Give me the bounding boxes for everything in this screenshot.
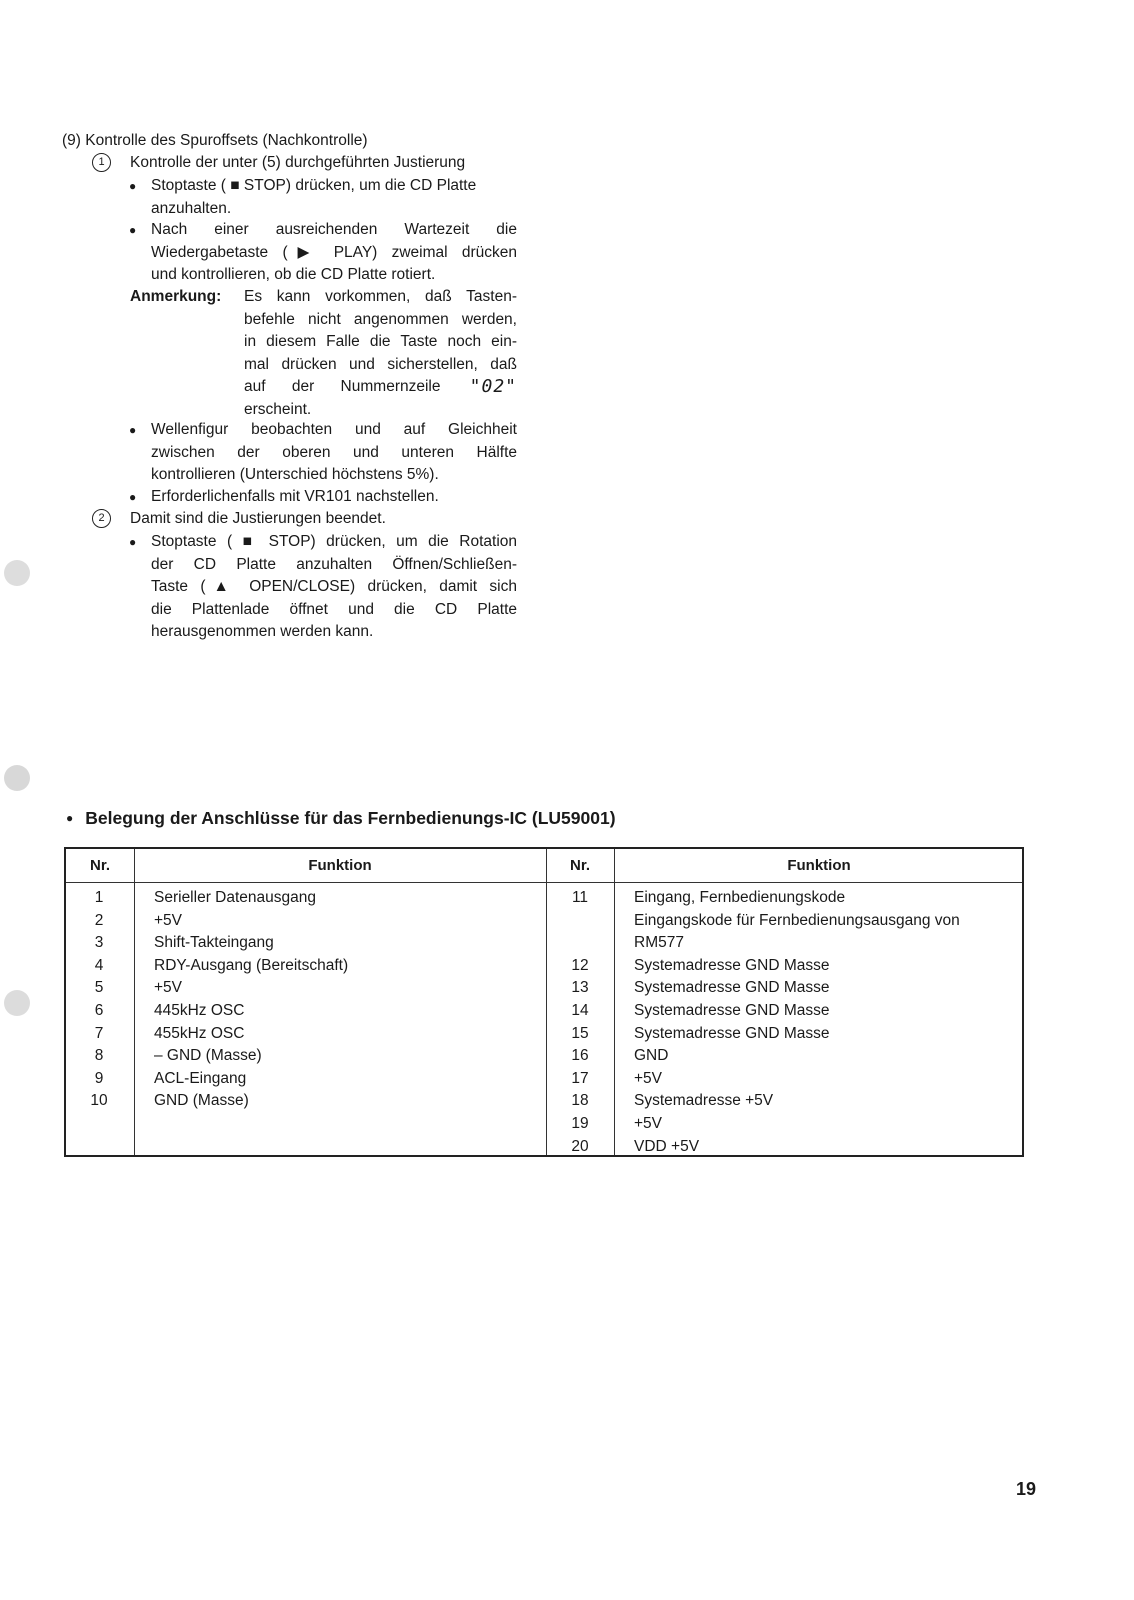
table-cell-funktion: Systemadresse GND Masse: [634, 979, 830, 997]
step-1: [98, 152, 520, 175]
table-cell-nr: 13: [571, 979, 589, 997]
text-line: mal drücken und sicherstellen, daß: [244, 355, 517, 373]
text-line: befehle nicht angenommen werden,: [244, 310, 517, 328]
step-1-bullet-2: [151, 219, 517, 287]
table-cell-funktion: Systemadresse GND Masse: [634, 1024, 830, 1042]
text-line: zwischen der oberen und unteren Hälfte: [151, 443, 517, 461]
table-cell-funktion: Systemadresse +5V: [634, 1092, 774, 1110]
step-1-bullet-4: [151, 486, 517, 509]
table-cell-funktion: 455kHz OSC: [154, 1024, 245, 1042]
text-line: Es kann vorkommen, daß Tasten-: [244, 288, 517, 305]
table-divider: [614, 849, 615, 1155]
text-line: Erforderlichenfalls mit VR101 nachstellen.: [151, 488, 439, 505]
table-cell-nr: 10: [90, 1092, 108, 1110]
section-9-title: (9) Kontrolle des Spuroffsets (Nachkontrolle): [62, 132, 368, 149]
table-cell-nr: 18: [571, 1092, 589, 1110]
text-line: herausgenommen werden kann.: [151, 623, 374, 641]
table-cell-funktion: +5V: [634, 1115, 663, 1132]
pin-assignment-table: [64, 847, 1024, 1157]
table-cell-nr: 8: [94, 1047, 104, 1065]
table-cell-funktion: Systemadresse GND Masse: [634, 1002, 830, 1019]
segment-display-readout: "02": [469, 376, 517, 398]
text-line: erscheint.: [244, 400, 312, 418]
table-cell-funktion: RM577: [634, 934, 684, 952]
step-2: [98, 508, 520, 531]
text-line: Taste (▲ OPEN/CLOSE) drücken, damit sich: [151, 578, 517, 596]
header-nr-left: Nr.: [89, 857, 110, 874]
table-cell-nr: 7: [94, 1024, 104, 1042]
step-2-bullet-1: [151, 531, 517, 644]
table-cell-nr: 12: [571, 956, 589, 974]
text-line: Wellenfigur beobachten und auf Gleichheit: [151, 421, 517, 438]
scan-speck: [4, 765, 30, 791]
table-cell-nr: 9: [94, 1069, 104, 1087]
table-cell-funktion: Eingangskode für Fernbedienungsausgang von: [634, 911, 960, 929]
table-cell-nr: 6: [94, 1002, 104, 1019]
step-2-text: Damit sind die Justierungen beendet.: [130, 510, 386, 527]
text-line: anzuhalten.: [151, 199, 232, 217]
note-display-line: [244, 376, 517, 399]
step-1-bullet-3: [151, 419, 517, 487]
table-cell-nr: 17: [571, 1069, 589, 1087]
header-funktion-right: Funktion: [787, 857, 851, 874]
note-label: Anmerkung:: [130, 288, 222, 305]
table-cell-funktion: Systemadresse GND Masse: [634, 956, 830, 974]
scan-speck: [4, 990, 30, 1016]
table-cell-nr: 2: [94, 911, 104, 929]
text-line: Stoptaste ( ■ STOP) drücken, um die Rotation: [151, 533, 517, 550]
text-line: kontrollieren (Unterschied höchstens 5%).: [151, 466, 439, 484]
table-cell-funktion: GND (Masse): [154, 1092, 249, 1110]
table-divider: [134, 849, 135, 1155]
table-cell-funktion: – GND (Masse): [154, 1047, 262, 1065]
table-cell-funktion: 445kHz OSC: [154, 1002, 245, 1019]
table-cell-funktion: +5V: [634, 1069, 663, 1087]
note-body: [244, 286, 517, 422]
table-cell-nr: 20: [571, 1137, 589, 1155]
table-cell-nr: 19: [571, 1115, 589, 1132]
text-line: und kontrollieren, ob die CD Platte rotiert.: [151, 266, 436, 284]
text-line: die Plattenlade öffnet und die CD Platte: [151, 600, 517, 618]
circled-number-2: 2: [92, 509, 111, 528]
table-cell-nr: 4: [94, 956, 104, 974]
table-cell-funktion: RDY-Ausgang (Bereitschaft): [154, 956, 349, 974]
text-line: Nach einer ausreichenden Wartezeit die: [151, 221, 517, 238]
text-line: Wiedergabetaste (▶ PLAY) zweimal drücken: [151, 243, 517, 261]
header-divider: [66, 882, 1022, 883]
text-line: der CD Platte anzuhalten Öffnen/Schließen-: [151, 555, 517, 573]
table-cell-nr: 16: [571, 1047, 589, 1065]
table-cell-nr: 11: [571, 889, 589, 906]
table-cell-funktion: +5V: [154, 911, 183, 929]
table-cell-funktion: Eingang, Fernbedienungskode: [634, 889, 846, 906]
circled-number-1: 1: [92, 153, 111, 172]
table-cell-funktion: Shift-Takteingang: [154, 934, 274, 952]
table-cell-funktion: Serieller Datenausgang: [154, 889, 316, 906]
table-cell-nr: 5: [94, 979, 104, 997]
header-funktion-left: Funktion: [308, 857, 372, 874]
table-cell-nr: 1: [94, 889, 104, 906]
step-1-text: Kontrolle der unter (5) durchgeführten Justierung: [130, 154, 466, 171]
table-cell-nr: 15: [571, 1024, 589, 1042]
table-cell-nr: 3: [94, 934, 104, 952]
text-line: auf der Nummernzeile: [244, 378, 441, 396]
page-number: 19: [1015, 1479, 1036, 1499]
table-cell-funktion: GND: [634, 1047, 669, 1065]
table-cell-nr: 14: [571, 1002, 589, 1019]
table-cell-funktion: VDD +5V: [634, 1137, 700, 1155]
table-cell-funktion: ACL-Eingang: [154, 1069, 247, 1087]
text-line: in diesem Falle die Taste noch ein-: [244, 333, 517, 351]
scan-speck: [4, 560, 30, 586]
step-1-bullet-1: [151, 175, 517, 220]
header-nr-right: Nr.: [569, 857, 590, 874]
table-heading: ● Belegung der Anschlüsse für das Fernbedienungs-IC (LU59001): [66, 807, 616, 830]
text-line: Stoptaste ( ■ STOP) drücken, um die CD Platte: [151, 177, 477, 194]
table-cell-funktion: +5V: [154, 979, 183, 997]
